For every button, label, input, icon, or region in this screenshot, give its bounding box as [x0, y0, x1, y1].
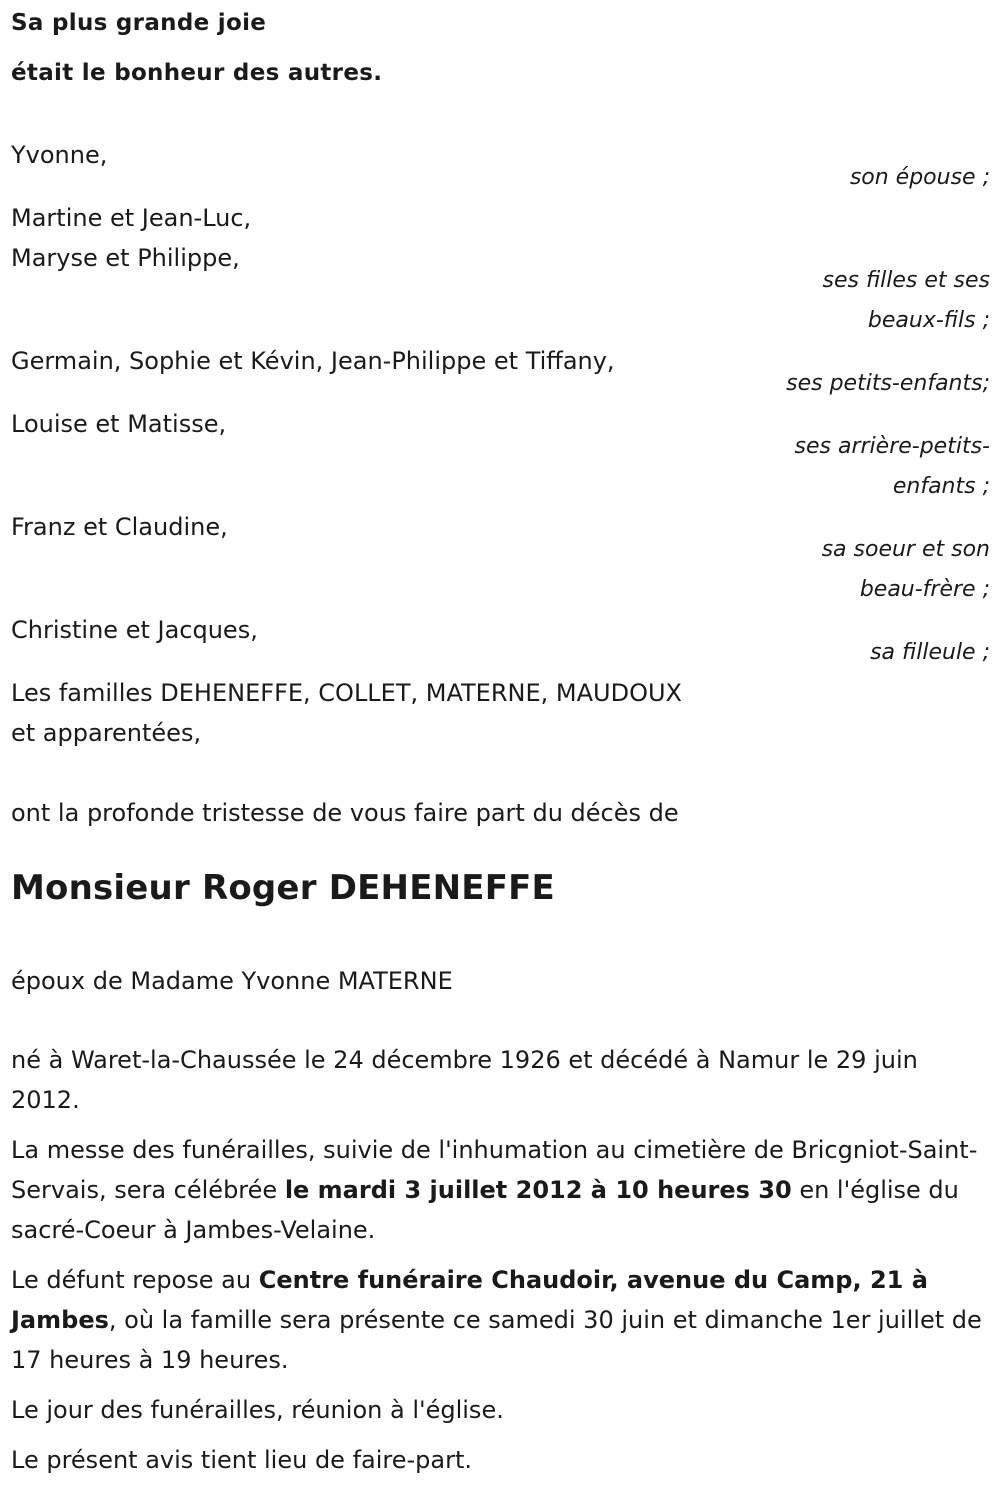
spouse-of-text: époux de Madame Yvonne MATERNE	[11, 967, 453, 995]
rest-paragraph	[11, 1260, 991, 1380]
daughters-relation-1: ses filles et ses	[822, 268, 990, 293]
meeting-text: Le jour des funérailles, réunion à l'église.	[11, 1396, 504, 1424]
grandchildren-relation: ses petits-enfants;	[786, 371, 990, 396]
motto-line-2: était le bonheur des autres.	[11, 60, 383, 86]
mass-paragraph	[11, 1130, 991, 1250]
mass-text-before: La messe des funérailles, suivie de l'inhumation au cimetière de Bricgniot-Saint-Servais, sera célébrée	[11, 1136, 978, 1204]
rest-text-before: Le défunt repose au	[11, 1266, 259, 1294]
deceased-name: Monsieur Roger DEHENEFFE	[11, 868, 555, 908]
daughters-relation-2: beaux-fils ;	[867, 308, 990, 333]
announcement-text: ont la profonde tristesse de vous faire part du décès de	[11, 799, 679, 827]
sister-relation-2: beau-frère ;	[859, 577, 990, 602]
rest-text-after: , où la famille sera présente ce samedi 30 juin et dimanche 1er juillet de 17 heures à 19 heures.	[11, 1306, 982, 1374]
goddaughter-relation: sa filleule ;	[870, 640, 990, 665]
great-grandchildren-names: Louise et Matisse,	[11, 410, 227, 438]
goddaughter-names: Christine et Jacques,	[11, 616, 258, 644]
birth-death-text: né à Waret-la-Chaussée le 24 décembre 1926 et décédé à Namur le 29 juin 2012.	[11, 1046, 918, 1114]
motto-line-1: Sa plus grande joie	[11, 10, 267, 36]
families-line-1: Les familles DEHENEFFE, COLLET, MATERNE, MAUDOUX	[11, 679, 682, 707]
sister-names: Franz et Claudine,	[11, 513, 228, 541]
funeral-home-address: Centre funéraire Chaudoir, avenue du Camp, 21 à Jambes	[11, 1266, 928, 1334]
great-grandchildren-relation-1: ses arrière-petits-	[794, 434, 990, 459]
families-line-2: et apparentées,	[11, 719, 202, 747]
mass-date-time: le mardi 3 juillet 2012 à 10 heures 30	[284, 1176, 792, 1204]
daughters-names-2: Maryse et Philippe,	[11, 244, 240, 272]
spouse-relation: son épouse ;	[849, 165, 990, 190]
grandchildren-names: Germain, Sophie et Kévin, Jean-Philippe et Tiffany,	[11, 347, 615, 375]
notice-text: Le présent avis tient lieu de faire-part.	[11, 1446, 473, 1474]
great-grandchildren-relation-2: enfants ;	[892, 474, 990, 499]
mass-text-after: en l'église du sacré-Coeur à Jambes-Velaine.	[11, 1176, 959, 1244]
spouse-name: Yvonne,	[11, 141, 108, 169]
daughters-names-1: Martine et Jean-Luc,	[11, 204, 252, 232]
sister-relation-1: sa soeur et son	[821, 537, 990, 562]
